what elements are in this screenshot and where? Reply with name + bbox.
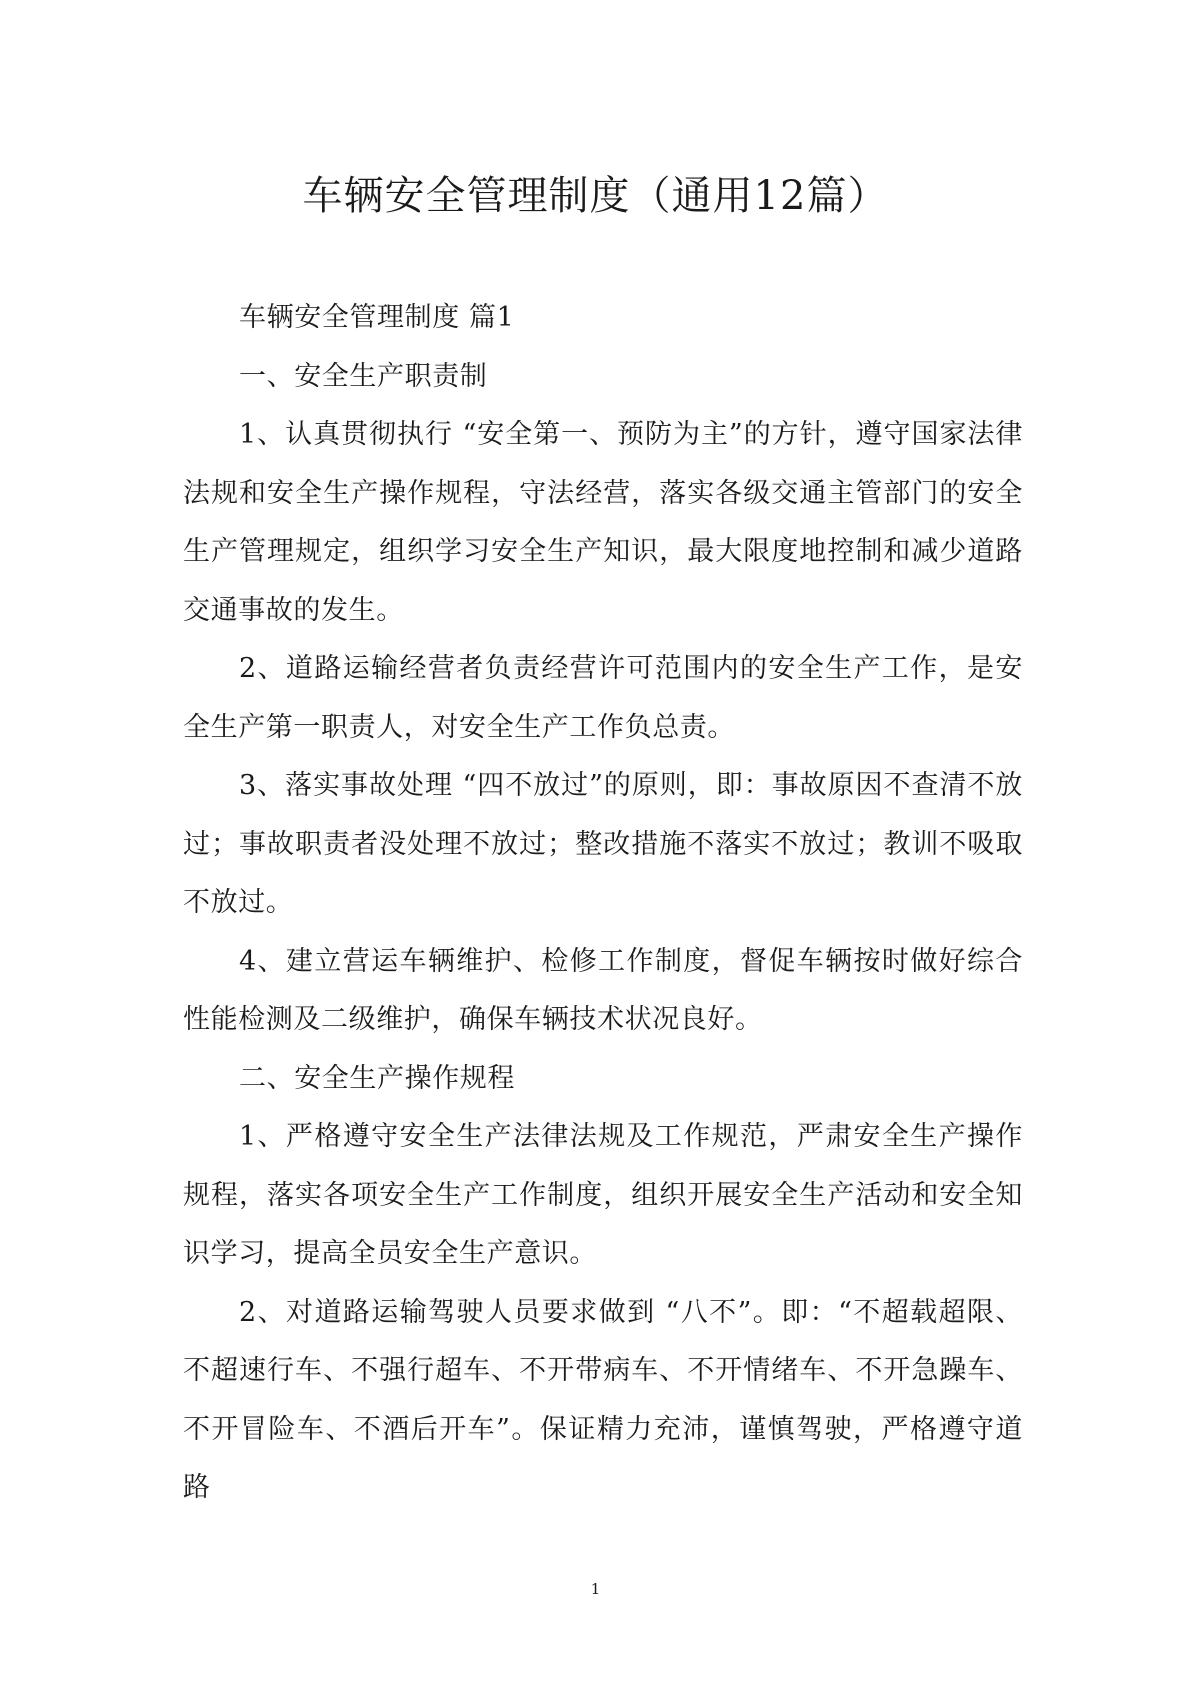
paragraph: 4、建立营运车辆维护、检修工作制度，督促车辆按时做好综合性能检测及二级维护，确保车辆技术状况良好。	[183, 945, 1023, 1035]
page-title: 车辆安全管理制度（通用12篇）	[302, 173, 889, 219]
page-number: 1	[590, 1580, 601, 1598]
paragraph: 3、落实事故处理 “四不放过”的原则，即：事故原因不查清不放过；事故职责者没处理不放过；整改措施不落实不放过；教训不吸取不放过。	[183, 770, 1023, 918]
paragraph: 1、严格遵守安全生产法律法规及工作规范，严肃安全生产操作规程，落实各项安全生产工作制度，组织开展安全生产活动和安全知识学习，提高全员安全生产意识。	[183, 1121, 1023, 1269]
document-body	[183, 289, 1023, 1518]
subsection-heading: 二、安全生产操作规程	[239, 1062, 515, 1094]
section-heading: 车辆安全管理制度 篇1	[239, 302, 515, 333]
paragraph: 2、道路运输经营者负责经营许可范围内的安全生产工作，是安全生产第一职责人，对安全生产工作负总责。	[183, 653, 1023, 743]
paragraph: 1、认真贯彻执行 “安全第一、预防为主”的方针，遵守国家法律法规和安全生产操作规程，守法经营，落实各级交通主管部门的安全生产管理规定，组织学习安全生产知识，最大限度地控制和减少道路交通事故的发生。	[183, 419, 1023, 626]
subsection-heading: 一、安全生产职责制	[239, 360, 488, 392]
paragraph: 2、对道路运输驾驶人员要求做到 “八不”。即：“不超载超限、不超速行车、不强行超车、不开带病车、不开情绪车、不开急躁车、不开冒险车、不酒后开车”。保证精力充沛，谨慎驾驶，严格遵守道路	[183, 1296, 1023, 1503]
